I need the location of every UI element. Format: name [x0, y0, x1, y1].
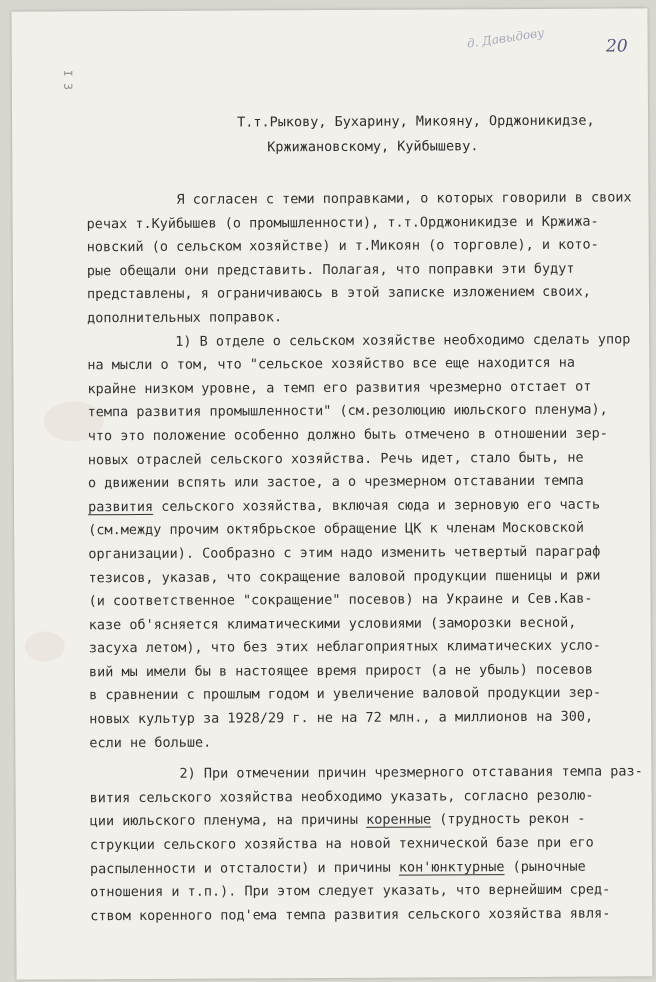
body-line: вий мы имели бы в настоящее время прирост (а не убыль) посевов: [88, 661, 593, 681]
line-text: (рыночные: [504, 858, 586, 875]
body-line: 2) При отмечении причин чрезмерного отставания темпа раз-: [179, 763, 643, 783]
body-line: на мысли о том, что "сельское хозяйство все еще находится на: [87, 354, 576, 374]
line-text: (трудность рекон -: [431, 811, 586, 828]
body-line: тезисов, указав, что сокращение валовой продукции пшеницы и ржи: [88, 567, 601, 586]
body-line: о движении вспять или застое, а о чрезмерном отставании темпа: [87, 472, 584, 492]
paper-stain: [25, 631, 65, 661]
addressee-line: Кржижановскому, Куйбышеву.: [267, 138, 479, 156]
body-line: струкции сельского хозяйства на новой технической базе при его: [89, 834, 594, 854]
page-number: 20: [605, 36, 628, 57]
body-line: новых культур за 1928/29 г. не на 72 млн., а миллионов на 300,: [89, 708, 594, 728]
body-line: новых отраслей сельского хозяйства. Речь идет, стало быть, не: [87, 449, 584, 468]
line-text: ции июльского пленума, на причины: [89, 812, 367, 830]
letter-body: [86, 186, 652, 928]
underlined-word: коренные: [366, 811, 432, 829]
body-line: крайне низком уровне, а темп его развития чрезмерно отстает от: [87, 378, 592, 398]
body-line: (см.между прочим октябрьское обращение ЦК к членам Московской: [88, 519, 585, 539]
body-line: дополнительных поправок.: [87, 309, 283, 327]
body-line: новский (о сельском хозяйстве) и т.Микоян (о торговле), и кото-: [86, 236, 599, 256]
addressee-line: Т.т.Рыкову, Бухарину, Микояну, Орджоникидзе,: [237, 112, 595, 131]
underlined-word: развития: [88, 498, 154, 515]
body-line: (и соответственное "сокращение" посевов) на Украине и Сев.Кав-: [88, 590, 593, 610]
document-page: [11, 8, 652, 979]
body-line: что это положение особенно должно быть отмечено в отношении зер-: [87, 425, 608, 445]
body-line: [88, 493, 650, 520]
line-text: распыленности и отсталости) и причины: [89, 859, 399, 877]
body-line: отношения и т.п.). При этом следует указать, что вернейшим сред-: [90, 881, 611, 901]
corner-handwritten-note: д. Давыдову: [466, 25, 545, 51]
body-line: в сравнении с прошлым годом и увеличение валовой продукции зер-: [89, 685, 602, 704]
addressee-block: [237, 108, 637, 160]
body-line: речах т.Куйбышев (о промышленности), т.т.Орджоникидзе и Кржижа-: [86, 213, 599, 232]
line-text: сельского хозяйства, включая сюда и зерновую его часть: [153, 496, 601, 515]
body-line: представлены, я ограничиваюсь в этой записке изложением своих,: [86, 284, 591, 303]
margin-mark: I 3: [61, 69, 75, 90]
body-line: [90, 808, 652, 835]
body-line: вития сельского хозяйства необходимо указать, согласно резолю-: [89, 787, 594, 807]
body-line: темпа развития промышленности" (см.резолюцию июльского пленума),: [87, 401, 608, 421]
body-line: рые обещали они представить. Полагая, что поправки эти будут: [86, 260, 575, 280]
underlined-word: кон'юнктурные: [398, 858, 505, 876]
body-line: если не больше.: [89, 734, 212, 751]
body-line: казе об'ясняется климатическими условиями (заморозки весной,: [88, 614, 577, 633]
body-line: ством коренного под'ема темпа развития сельского хозяйства явля-: [90, 905, 611, 925]
body-line: [90, 855, 652, 882]
body-line: засуха летом), что без этих неблагоприятных климатических усло-: [88, 637, 601, 657]
body-line: организации). Сообразно с этим надо изменить четвертый параграф: [88, 543, 601, 563]
body-line: 1) В отделе о сельском хозяйстве необходимо сделать упор: [175, 330, 631, 350]
body-line: Я согласен с теми поправками, о которых говорили в своих: [176, 189, 632, 208]
